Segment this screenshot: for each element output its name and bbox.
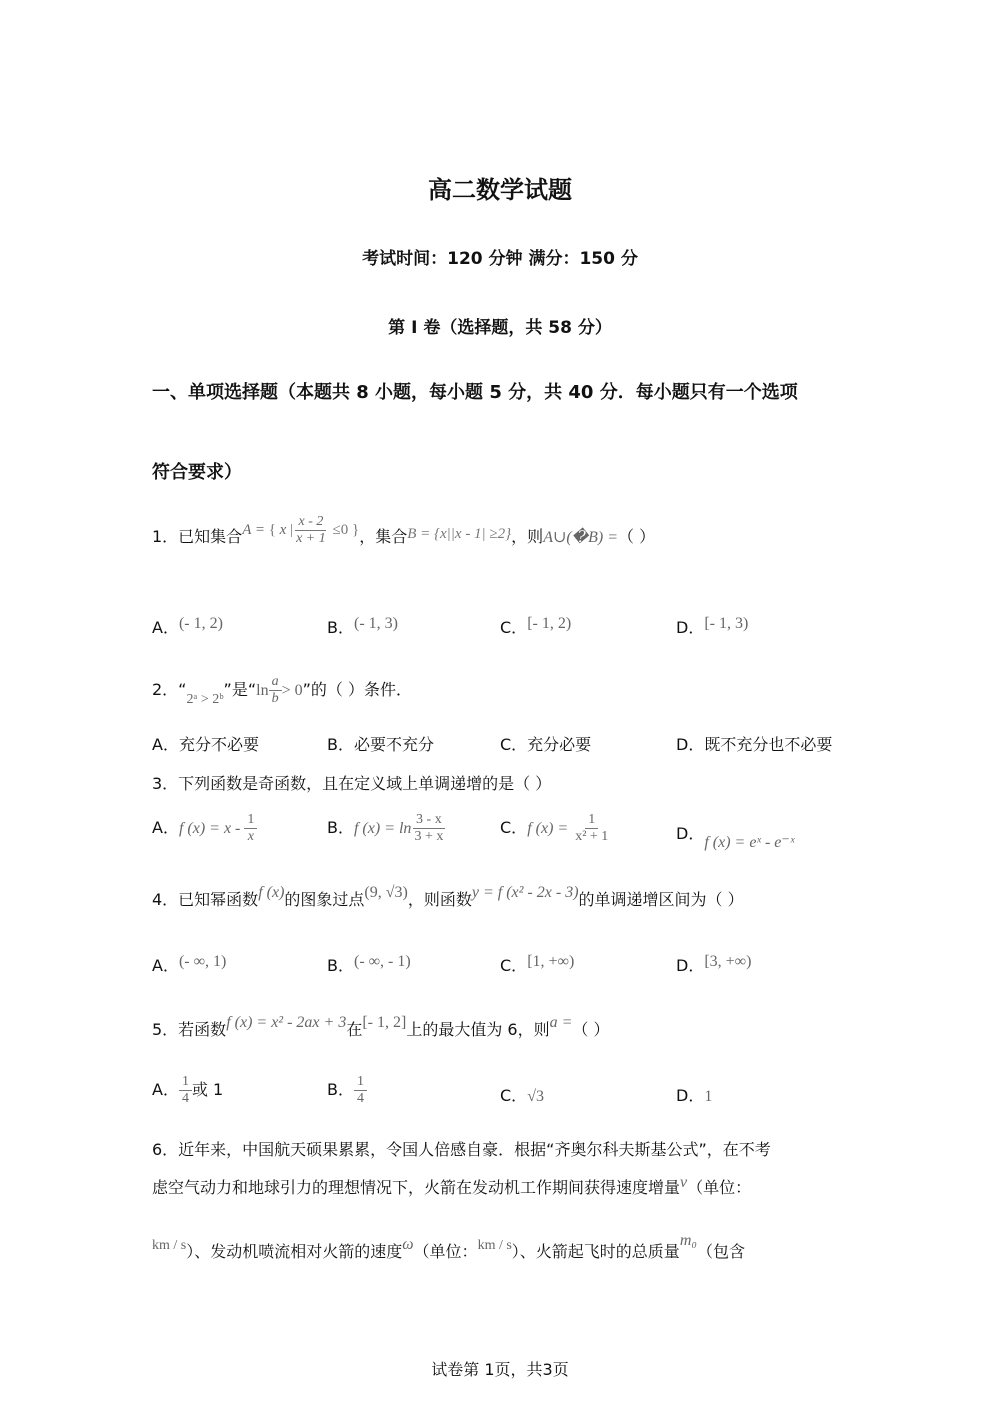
question-5: 5．若函数f (x) = x² - 2ax + 3在[- 1, 2]上的最大值为 6，则a =（ ） — [152, 1014, 610, 1039]
part-heading: 第 I 卷（选择题，共 58 分） — [388, 318, 612, 338]
q3-option-a: A．f (x) = x - $\frac{1}{x}$ — [152, 812, 257, 845]
set-a-fraction: $\frac{x - 2}{x + 1}$ — [296, 514, 326, 546]
set-b: B = {x||x - 1| ≥2} — [407, 525, 512, 542]
question-3: 3．下列函数是奇函数，且在定义域上单调递增的是（ ） — [152, 774, 552, 793]
exam-info: 考试时间：120 分钟 满分：150 分 — [362, 249, 638, 269]
q2-ln-fraction: $\frac{a}{b}$ — [269, 674, 282, 707]
question-6-line3: km / s）、发动机喷流相对火箭的速度ω（单位：km / s）、火箭起飞时的总质量m₀（包含 — [152, 1232, 745, 1261]
question-2: 2．“2ᵃ > 2ᵇ”是“ln $\frac{a}{b}$ > 0”的（ ）条件． — [152, 674, 413, 707]
section-heading-line1: 一、单项选择题（本题共 8 小题，每小题 5 分，共 40 分．每小题只有一个选项 — [152, 382, 798, 403]
q5-option-d: D．1 — [676, 1086, 713, 1105]
q2-condition-1: 2ᵃ > 2ᵇ — [186, 692, 224, 707]
q1-expression: A∪(�B) = — [543, 528, 618, 546]
q5-option-c: C．√3 — [500, 1086, 544, 1105]
q3-option-b: B．f (x) = ln $\frac{3 - x}{3 + x}$ — [327, 812, 444, 844]
q1-paren: （ ） — [618, 526, 656, 546]
q4-option-d: D．[3, +∞) — [676, 953, 752, 975]
q2-option-c: C．充分必要 — [500, 735, 592, 754]
question-6-line2: 虑空气动力和地球引力的理想情况下，火箭在发动机工作期间获得速度增量v（单位： — [152, 1174, 752, 1197]
q2-option-b: B．必要不充分 — [327, 735, 434, 754]
q2-option-d: D．既不充分也不必要 — [676, 735, 833, 754]
q1-prefix: 1．已知集合 — [152, 526, 243, 546]
page-footer: 试卷第 1页，共3页 — [431, 1360, 569, 1379]
q5-option-b: B． $\frac{1}{4}$ — [327, 1074, 367, 1107]
q1-option-d: D．[- 1, 3) — [676, 615, 749, 637]
q3-option-d: D．f (x) = eˣ - e⁻ˣ — [676, 824, 795, 851]
q3-option-c: C．f (x) = $\frac{1}{\text{x² + 1}}$ — [500, 812, 609, 844]
q5-interval: [- 1, 2] — [362, 1014, 407, 1031]
q4-point: (9, √3) — [364, 884, 408, 901]
q4-option-a: A．(- ∞, 1) — [152, 953, 227, 975]
q1-option-a: A．(- 1, 2) — [152, 615, 223, 637]
q1-mid: ，集合 — [359, 526, 408, 546]
q4-function: f (x) — [258, 884, 285, 901]
q4-composite: y = f (x² - 2x - 3) — [471, 884, 579, 901]
page-title: 高二数学试题 — [428, 176, 572, 204]
q4-option-b: B．(- ∞, - 1) — [327, 953, 411, 975]
q1-then: ，则 — [511, 526, 544, 546]
question-1 — [152, 514, 656, 555]
q5-function: f (x) = x² - 2ax + 3 — [226, 1014, 347, 1031]
question-6-line1: 6．近年来，中国航天硕果累累，令国人倍感自豪．根据“齐奥尔科夫斯基公式”，在不考 — [152, 1140, 771, 1159]
q4-option-c: C．[1, +∞) — [500, 953, 575, 975]
q5-option-a: A． $\frac{1}{4}$ 或 1 — [152, 1074, 224, 1106]
section-heading-line2: 符合要求） — [152, 462, 242, 483]
q1-option-c: C．[- 1, 2) — [500, 615, 572, 637]
question-4: 4．已知幂函数f (x)的图象过点(9, √3)，则函数y = f (x² - 2x - 3)的单调递增区间为（ ） — [152, 884, 744, 909]
set-a: A = { x | $\frac{x - 2}{x + 1}$ ≤0 } — [242, 514, 360, 546]
q2-option-a: A．充分不必要 — [152, 735, 259, 754]
q1-option-b: B．(- 1, 3) — [327, 615, 398, 637]
